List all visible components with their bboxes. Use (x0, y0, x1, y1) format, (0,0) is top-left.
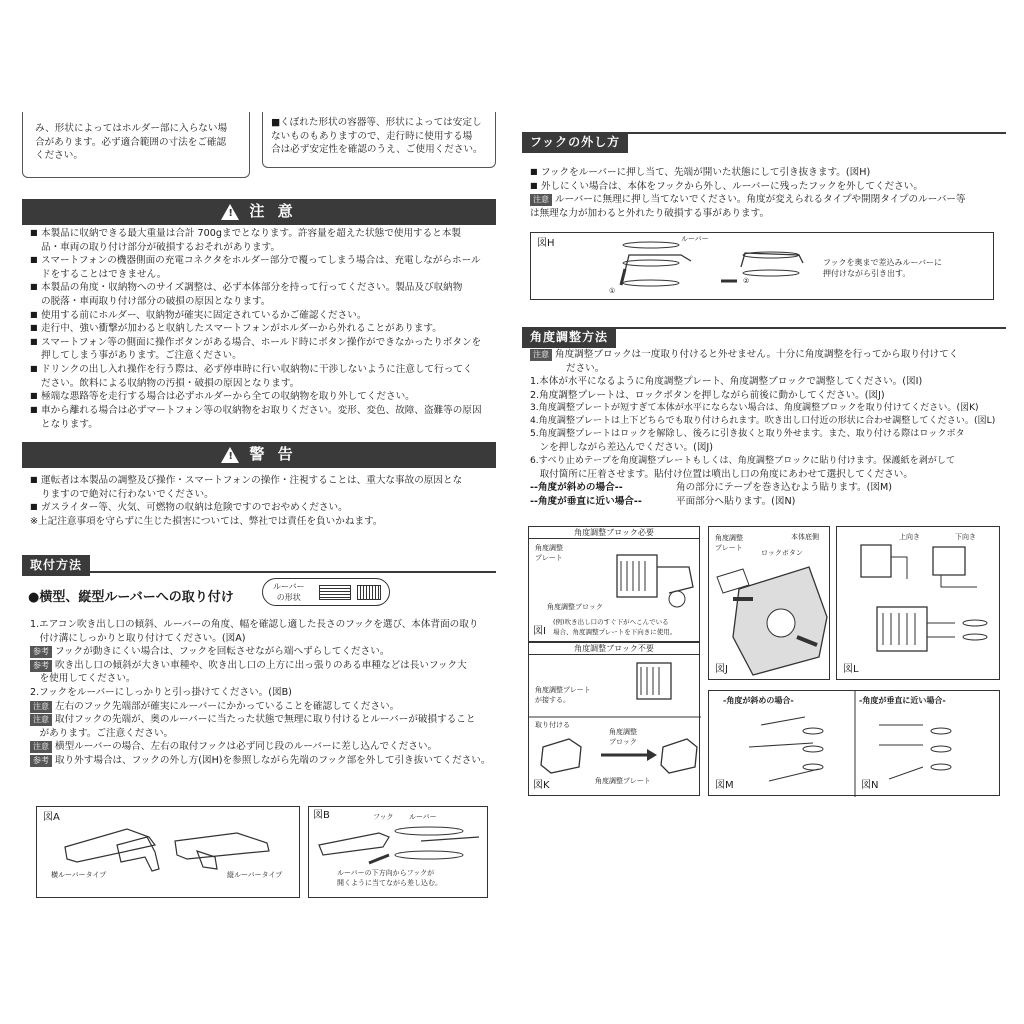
angle-case-1: --角度が斜めの場合-- 角の部分にテープを巻き込むよう貼ります。(図M) (530, 482, 892, 494)
figure-b-label: 図B (313, 810, 330, 821)
remove-title: フックの外し方 (522, 132, 628, 153)
angle-case-2: --角度が垂直に近い場合-- 平面部分へ貼ります。(図N) (530, 495, 796, 507)
warning-item: ■ 運転者は本製品の調整及び操作・スマートフォンの操作・注視することは、重大な事故の原因とな りますので絶対に行わないでください。 (30, 474, 496, 501)
install-step: 注意 取付フックの先端が、奥のルーバーに当たった状態で無理に取り付けるとルーバーが破損すること があります。ご注意ください。 (30, 714, 476, 739)
warning-title: 警 告 (249, 445, 297, 464)
top-note-1-line: み、形状によってはホルダー部に入らない場 (35, 123, 228, 134)
left-column (0, 0, 510, 1024)
angle-step: 4.角度調整プレートは上下どちらでも取り付けられます。吹き出し口付近の形状に合わせ調整してください。(図L) (530, 416, 996, 427)
install-step: 参考 吹き出し口の傾斜が大きい車種や、吹き出し口の上方に出っ張りのある車種などは長いフック大 を使用してください。 (30, 659, 467, 685)
angle-step: 取付箇所に圧着させます。貼付け位置は噴出し口の角度にあわせて選択してください。 (530, 468, 913, 480)
louver-shape-badge (262, 578, 390, 606)
figure-i-plate: 角度調整 プレート (535, 544, 563, 562)
figure-n-label: 図N (861, 780, 879, 791)
caution-item: ■ 走行中、強い衝撃が加わると収納したスマートフォンがホルダーから外れることがあります。 (30, 322, 496, 336)
top-note-2-line: ■くぼれた形状の容器等、形状によっては安定し (271, 117, 482, 128)
top-note-2-line: ないものもありますので、走行時に使用する場 (271, 130, 473, 142)
caution-banner (22, 199, 496, 225)
angle-step: 1.本体が水平になるように角度調整プレート、角度調整ブロックで調整してください。(図I) (530, 376, 923, 388)
louver-vertical-icon (357, 585, 381, 600)
warning-item: ■ ガスライター等、火気、可燃物の収納は危険ですのでおやめください。 (30, 501, 496, 515)
figure-k-attach-label: 取り付ける (535, 721, 570, 729)
louver-horizontal-icon (319, 585, 351, 600)
warning-list (30, 474, 496, 528)
warning-banner (22, 442, 496, 468)
figure-k (528, 642, 700, 796)
remove-item: ■ 外しにくい場合は、本体をフックから外し、ルーバーに残ったフックを外してください。 (530, 180, 1010, 194)
figure-j-body: 本体底側 (791, 533, 819, 541)
figure-b-hook-label: フック (373, 813, 394, 821)
figure-k-contact-text: 角度調整プレート が接する。 (535, 686, 591, 704)
figure-j-lock: ロックボタン (761, 549, 803, 557)
figure-l-label: 図L (843, 664, 859, 675)
figure-h-step-1: ① (609, 287, 616, 295)
angle-title: 角度調整方法 (522, 327, 616, 348)
figure-k-plate-label: 角度調整プレート (595, 777, 651, 785)
caution-item: ■ スマートフォン等の側面に操作ボタンがある場合、ホールド時にボタン操作ができなかったりボタンを 押してしまう事があります。ご注意ください。 (30, 336, 496, 363)
figure-i-block-label: 角度調整ブロック (547, 603, 603, 611)
caution-list (30, 227, 496, 431)
figure-k-label: 図K (533, 780, 550, 791)
figure-mn (708, 690, 1000, 796)
caution-item: ■ 本製品の角度・収納物へのサイズ調整は、必ず本体部分を持って行ってください。製品及び収納物 の脱落・車両取り付け部分の破損の原因となります。 (30, 281, 496, 308)
caution-item: ■ 使用する前にホルダー、収納物が確実に固定されているかご確認ください。 (30, 309, 496, 323)
figure-a (36, 806, 300, 898)
caution-item: ■ スマートフォンの機器側面の充電コネクタをホルダー部分で覆ってしまう場合は、充電しながらホール ドをすることはできません。 (30, 254, 496, 281)
figure-h-louver-label: ルーバー (681, 235, 709, 243)
figure-a-label: 図A (43, 812, 60, 823)
caution-item: ■ 車から離れる場合は必ずマートフォン等の収納物をお取りください。変形、変色、故障、盗難等の原因 となります。 (30, 404, 496, 431)
caution-item: ■ 極端な悪路等を走行する場合は必ずホルダーから全ての収納物を取り外してください。 (30, 390, 496, 404)
install-step: 2.フックをルーバーにしっかりと引っ掛けてください。(図B) (30, 687, 292, 699)
install-step: 参考 フックが動きにくい場合は、フックを回転させながら端へずらしてください。 (30, 645, 500, 659)
angle-note-cont: ださい。 (566, 362, 605, 374)
angle-step: 5.角度調整プレートはロックを解除し、後ろに引き抜くと取り外せます。また、取り付ける際はロックボタ (530, 429, 965, 440)
figure-a-caption-horizontal: 横ルーバータイプ (51, 871, 107, 879)
remove-caution: 注意 ルーバーに無理に押し当てないでください。角度が変えられるタイプや開閉タイプのルーバー等 (530, 193, 1010, 207)
figure-a-caption-vertical: 縦ルーバータイプ (227, 871, 283, 879)
figure-j-plate: 角度調整 プレート (715, 534, 743, 552)
figure-k-block-label: 角度調整 ブロック (609, 728, 637, 746)
figure-k-drawing (529, 643, 701, 797)
figure-n-title: -角度が垂直に近い場合- (859, 696, 946, 705)
angle-step: 3.角度調整プレートが短すぎて本体が水平にならない場合は、角度調整ブロックを取り付けてください。(図K) (530, 403, 979, 414)
angle-text (530, 348, 1012, 509)
figure-h-label: 図H (537, 238, 555, 249)
figure-j (708, 526, 830, 680)
figure-h-note: フックを奥まで差込みルーバーに 押付けながら引き出す。 (823, 258, 943, 279)
angle-step: ンを押しながら差込んでください。(図J) (530, 442, 714, 454)
install-step: 1.エアコン吹き出し口の傾斜、ルーバーの角度、幅を確認し適した長さのフックを選び、本体背面の取り 付け溝にしっかりと取り付けてください。(図A) (30, 619, 479, 644)
figure-h-step-2: ② (743, 277, 750, 285)
install-rule (22, 571, 496, 573)
figure-m-label: 図M (715, 780, 734, 791)
caution-item: ■ ドリンクの出し入れ操作を行う際は、必ず停車時に行い収納物に干渉しないように注意して行ってく ださい。飲料による収納物の汚損・破損の原因となります。 (30, 363, 496, 390)
figure-l-drawing (837, 527, 1001, 681)
figure-i-label: 図I (533, 626, 546, 637)
remove-item: ■ フックをルーバーに押し当て、先端が開いた状態にして引き抜きます。(図H) (530, 166, 1010, 180)
figure-b-louver-label: ルーバー (409, 813, 437, 821)
angle-step: 6.すべり止めテープを角度調整プレートもしくは、角度調整ブロックに貼り付けます。保護紙を剥がして (530, 455, 956, 466)
figure-i-header: 角度調整ブロック必要 (529, 527, 699, 539)
figure-i (528, 526, 700, 642)
caution-title: 注 意 (249, 202, 297, 221)
figure-m-title: -角度が斜めの場合- (723, 696, 794, 705)
install-title: 取付方法 (22, 555, 90, 576)
figure-l-down: 下向き (955, 533, 976, 541)
louver-shape-label: ルーバー の形状 (273, 582, 305, 602)
angle-note: 注意 角度調整ブロックは一度取り付けると外せません。十分に角度調整を行ってから取り付けてく (530, 348, 1012, 362)
figure-j-label: 図J (715, 664, 728, 675)
warning-triangle-icon (221, 204, 239, 220)
caution-item: ■ 本製品に収納できる最大重量は合計 700gまでとなります。許容量を超えた状態で使用すると本製 品・車両の取り付け部分が破損するおそれがあります。 (30, 227, 496, 254)
figure-i-note: (例)吹き出し口のすぐ下がへこんでいる 場合、角度調整プレートを下向きに使用。 (553, 618, 677, 636)
angle-step: 2.角度調整プレートは、ロックボタンを押しながら前後に動かしてください。(図J) (530, 389, 885, 401)
right-column (510, 0, 1024, 1024)
warning-triangle-icon (221, 447, 239, 463)
figure-mn-drawing (709, 691, 1001, 797)
top-note-box-1 (22, 112, 250, 178)
top-note-2-line: 合は必ず安定性を確認のうえ、ご使用ください。 (271, 144, 483, 156)
top-note-1-line: 合があります。必ず適合範囲の寸法をご確認 (35, 136, 227, 148)
install-step: 参考 取り外す場合は、フックの外し方(図H)を参照しながら先端のフック部を外して引き抜いてください。 (30, 754, 500, 768)
remove-caution-cont: は無理な力が加わると外れたり破損する事があります。 (530, 207, 770, 219)
install-step: 注意 横型ルーバーの場合、左右の取付フックは必ず同じ段のルーバーに差し込んでください。 (30, 740, 500, 754)
figure-l-up: 上向き (899, 533, 920, 541)
warning-note: ※上記注意事項を守らずに生じた損害については、弊社では責任を負いかねます。 (30, 515, 383, 527)
figure-b (308, 806, 488, 898)
top-note-1-line: ください。 (35, 150, 83, 162)
install-subtitle: ●横型、縦型ルーバーへの取り付け (28, 590, 234, 605)
figure-a-drawing (37, 807, 301, 899)
install-steps (30, 618, 500, 768)
figure-j-drawing (709, 527, 831, 681)
install-step: 注意 左右のフック先端部が確実にルーバーにかかっていることを確認してください。 (30, 700, 500, 714)
figure-b-caption: ルーバーの下方向からフックが 開くように当てながら差し込む。 (337, 869, 442, 887)
figure-h (530, 232, 994, 300)
top-note-box-2 (262, 112, 496, 168)
remove-list (530, 166, 1010, 220)
figure-l (836, 526, 1000, 680)
figure-k-header: 角度調整ブロック不要 (529, 643, 699, 655)
